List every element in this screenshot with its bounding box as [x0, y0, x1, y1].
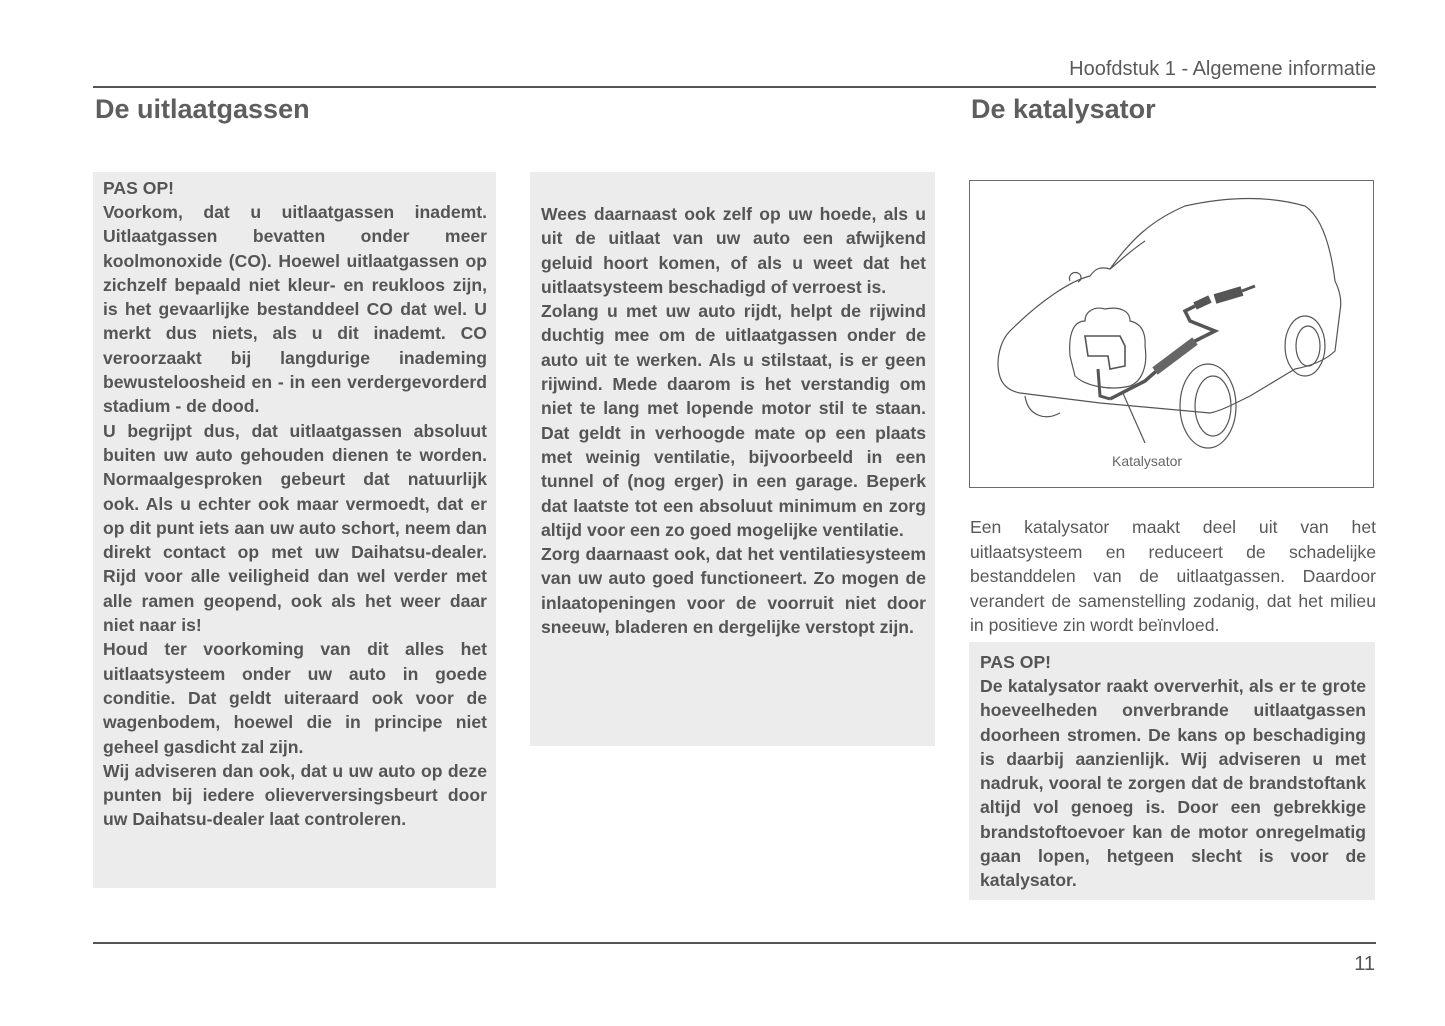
warning-box-ventilation	[530, 172, 935, 746]
warning-paragraph: Zolang u met uw auto rijdt, helpt de rijwind duchtig mee om de uitlaatgassen onder de auto uit te werken. Als u stilstaat, is er geen rijwind. Mede daarom is het verstandig om niet te lang met lopende motor stil te staan. Dat geldt in verhoogde mate op een plaats met weinig ventilatie, bijvoorbeeld in een tunnel of (nog erger) in een garage. Beperk dat laatste tot een absoluut minimum en zorg altijd voor een zo goed mogelijke ventilatie.	[541, 301, 926, 540]
top-divider	[93, 86, 1376, 88]
warning-paragraph: U begrijpt dus, dat uitlaatgassen absoluut buiten uw auto gehouden dienen te worden. Normaalgesproken gebeurt dat natuurlijk ook. Als u echter ook maar vermoedt, dat er op dit punt iets aan uw auto schort, neem dan direkt contact op met uw Daihatsu-dealer. Rijd voor alle veiligheid dan wel verder met alle ramen geopend, ook als het weer daar niet naar is!	[103, 420, 487, 636]
warning-body	[980, 674, 1366, 893]
warning-paragraph: Wees daarnaast ook zelf op uw hoede, als u uit de uitlaat van uw auto een afwijkend geluid hoort komen, of als u weet dat het uitlaatsysteem beschadigd of verroest is.	[541, 204, 926, 297]
car-exhaust-illustration-icon	[970, 181, 1372, 486]
section-title-catalytic-converter: De katalysator	[971, 94, 1156, 124]
warning-paragraph: Voorkom, dat u uitlaatgassen inademt. Uitlaatgassen bevatten onder meer koolmonoxide (CO). Hoewel uitlaatgassen op zichzelf bepaald niet kleur- en reukloos zijn, is het gevaarlijke bestanddeel CO dat wel. U merkt dus niets, als u dit inademt. CO veroorzaakt bij langdurige inademing bewusteloosheid en - in een verdergevorderd stadium - de dood.	[103, 202, 487, 417]
warning-body	[541, 202, 926, 639]
catalytic-converter-figure	[969, 180, 1374, 488]
warning-paragraph: De katalysator raakt oververhit, als er te grote hoeveelheden onverbrande uitlaatgassen doorheen stromen. De kans op beschadiging is daarbij aanzienlijk. Wij adviseren u met nadruk, vooral te zorgen dat de brandstoftank altijd vol genoeg is. Door een gebrekkige brandstoftoevoer kan de motor onregelmatig gaan lopen, hetgeen slecht is voor de katalysator.	[980, 676, 1366, 891]
warning-paragraph: Wij adviseren dan ook, dat u uw auto op deze punten bij iedere olieverversingsbeurt door uw Daihatsu-dealer laat controleren.	[103, 760, 487, 830]
figure-label: Katalysator	[1112, 453, 1183, 469]
warning-box-catalytic-converter	[969, 642, 1375, 900]
warning-box-exhaust	[93, 172, 496, 888]
warning-heading: PAS OP!	[103, 178, 175, 198]
bottom-divider	[93, 942, 1376, 944]
chapter-header: Hoofdstuk 1 - Algemene informatie	[1069, 58, 1376, 80]
warning-paragraph: Zorg daarnaast ook, dat het ventilatiesysteem van uw auto goed functioneert. Zo mogen de inlaatopeningen voor de voorruit niet door sneeuw, bladeren en dergelijke verstopt zijn.	[541, 544, 926, 638]
warning-body	[103, 200, 487, 832]
catalytic-converter-description: Een katalysator maakt deel uit van het uitlaatsysteem en reduceert de schadelijke bestanddelen van de uitlaatgassen. Daardoor verandert de samenstelling zodanig, dat het milieu in positieve zin wordt beïnvloed.	[970, 517, 1376, 635]
section-title-exhaust-gases: De uitlaatgassen	[95, 94, 310, 124]
page-number: 11	[1354, 953, 1375, 975]
warning-heading: PAS OP!	[980, 652, 1052, 672]
warning-paragraph: Houd ter voorkoming van dit alles het uitlaatsysteem onder uw auto in goede conditie. Dat geldt uiteraard ook voor de wagenbodem, hoewel die in principe niet geheel gasdicht zal zijn.	[103, 639, 487, 757]
